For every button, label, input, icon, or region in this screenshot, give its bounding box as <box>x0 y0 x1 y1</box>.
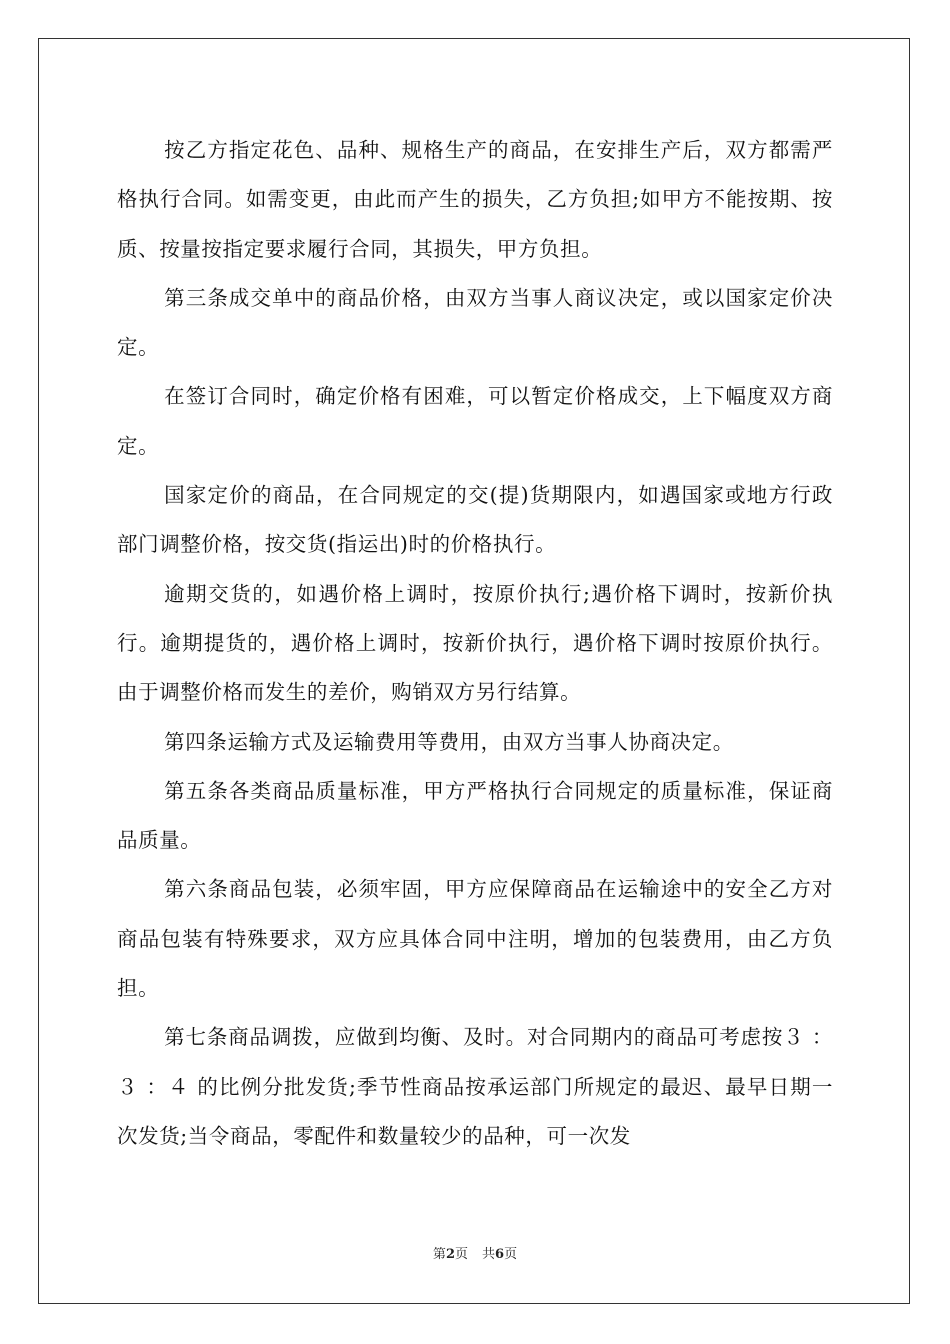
paragraph-8: 第六条商品包装，必须牢固，甲方应保障商品在运输途中的安全乙方对商品包装有特殊要求，双方应具体合同中注明，增加的包装费用，由乙方负担。 <box>117 877 833 1001</box>
paragraph-9: 第七条商品调拨，应做到均衡、及时。对合同期内的商品可考虑按３ ：３ ：４ 的比例分批发货;季节性商品按承运部门所规定的最迟、最早日期一次发货;当令商品，零配件和数量较少的品种，可一次发 <box>117 1025 833 1148</box>
page-number-total: 6 <box>495 1247 505 1262</box>
document-body <box>117 126 833 1161</box>
paragraph-3: 在签订合同时，确定价格有困难，可以暂定价格成交，上下幅度双方商定。 <box>117 384 833 458</box>
paragraph-5: 逾期交货的，如遇价格上调时，按原价执行;遇价格下调时，按新价执行。逾期提货的，遇价格上调时，按新价执行，遇价格下调时按原价执行。由于调整价格而发生的差价，购销双方另行结算。 <box>117 581 833 705</box>
page-number-prefix: 第 <box>432 1247 446 1262</box>
page-total-prefix: 共 <box>482 1247 496 1262</box>
paragraph-4: 国家定价的商品，在合同规定的交(提)货期限内，如遇国家或地方行政部门调整价格，按交货(指运出)时的价格执行。 <box>117 483 833 557</box>
page-footer <box>0 1246 950 1264</box>
paragraph-6: 第四条运输方式及运输费用等费用，由双方当事人协商决定。 <box>164 729 734 754</box>
page-number-suffix: 页 <box>454 1247 468 1262</box>
paragraph-1: 按乙方指定花色、品种、规格生产的商品，在安排生产后，双方都需严格执行合同。如需变更，由此而产生的损失，乙方负担;如甲方不能按期、按质、按量按指定要求履行合同，其损失，甲方负担。 <box>117 138 833 261</box>
paragraph-2: 第三条成交单中的商品价格，由双方当事人商议决定，或以国家定价决定。 <box>117 285 833 360</box>
page-total-suffix: 页 <box>504 1247 518 1262</box>
page-number-current: 2 <box>445 1247 455 1262</box>
paragraph-7: 第五条各类商品质量标准，甲方严格执行合同规定的质量标准，保证商品质量。 <box>117 778 833 853</box>
